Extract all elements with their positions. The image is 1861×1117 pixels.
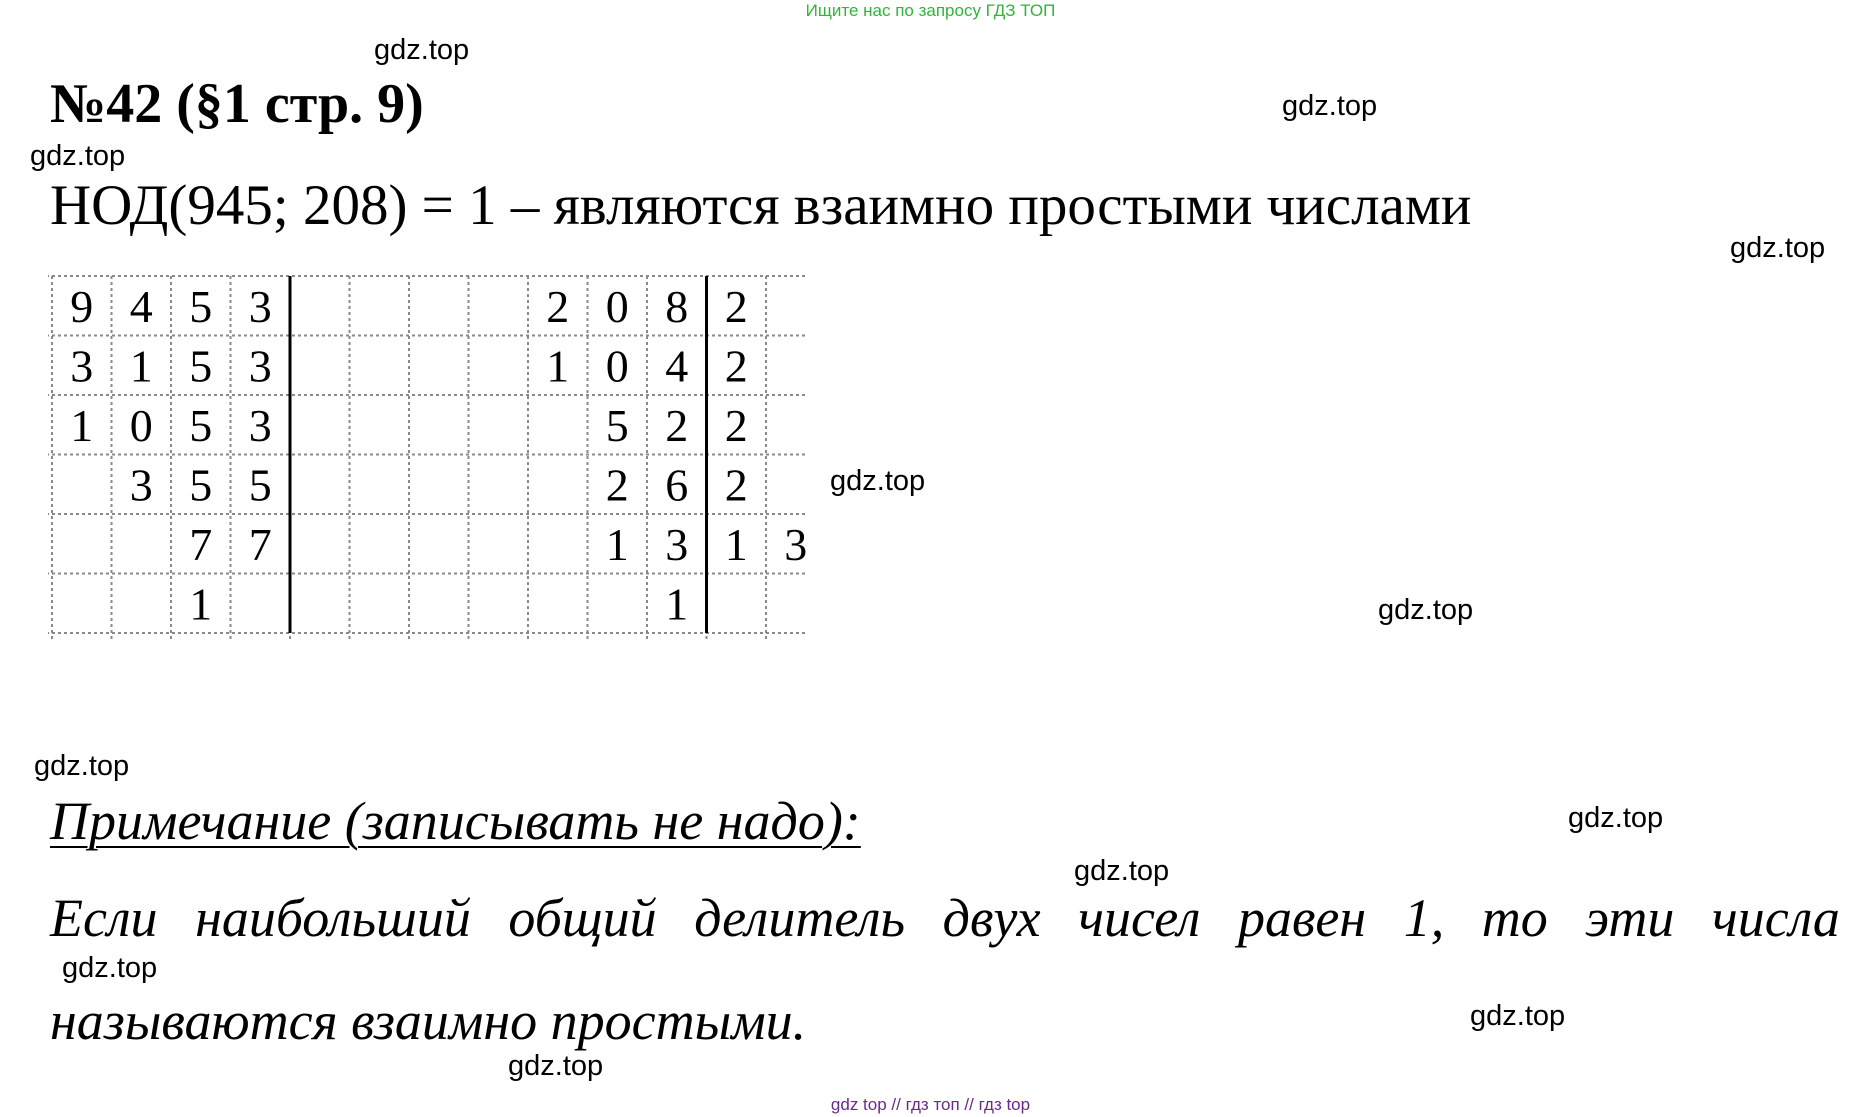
grid-digit: 9 [70, 280, 94, 332]
note-word: двух [942, 888, 1041, 948]
grid-digit: 3 [248, 340, 272, 392]
grid-digit: 0 [605, 280, 629, 332]
note-line-2: называются взаимно простыми. [50, 991, 807, 1051]
note-word: наибольший [195, 888, 471, 948]
watermark: gdz.top [1378, 594, 1474, 626]
grid-digit: 2 [724, 340, 748, 392]
grid-digit: 3 [665, 518, 689, 570]
watermark: gdz.top [30, 140, 126, 172]
grid-digit: 3 [248, 399, 272, 451]
note-word: эти [1585, 888, 1675, 948]
note-line-1 [50, 887, 1840, 949]
grid-digit: 2 [724, 459, 748, 511]
watermark: gdz.top [830, 465, 926, 497]
grid-digit: 1 [724, 518, 748, 570]
grid-digit: 0 [129, 399, 153, 451]
top-banner[interactable]: Ищите нас по запросу ГДЗ ТОП [805, 1, 1056, 20]
note-word: равен [1237, 888, 1367, 948]
grid-digit: 1 [129, 340, 153, 392]
grid-digit: 4 [665, 340, 689, 392]
watermark: gdz.top [62, 952, 158, 984]
note-word: делитель [694, 888, 906, 948]
grid-digit: 7 [248, 518, 272, 570]
grid-digit: 3 [248, 280, 272, 332]
note-word: числа [1712, 888, 1840, 948]
grid-digit: 2 [724, 399, 748, 451]
grid-digit: 2 [605, 459, 629, 511]
grid-digit: 1 [189, 578, 213, 630]
grid-digit: 5 [605, 399, 629, 451]
watermark: gdz.top [1568, 802, 1664, 834]
watermark: gdz.top [1074, 855, 1170, 887]
grid-digit: 5 [189, 280, 213, 332]
watermark: gdz.top [1470, 1000, 1566, 1032]
note-word: 1, [1403, 888, 1445, 948]
grid-digit: 0 [605, 340, 629, 392]
note-word: общий [508, 888, 657, 948]
watermark: gdz.top [374, 34, 470, 66]
grid-digit: 5 [189, 459, 213, 511]
grid-digit: 3 [129, 459, 153, 511]
grid-digit: 2 [724, 280, 748, 332]
grid-digit: 5 [189, 399, 213, 451]
grid-digit: 5 [189, 340, 213, 392]
note-word: Если [50, 888, 158, 948]
note-word: то [1481, 888, 1548, 948]
watermark: gdz.top [508, 1050, 604, 1082]
grid-digit: 2 [665, 399, 689, 451]
gcd-statement: НОД(945; 208) = 1 – являются взаимно простыми числами [50, 174, 1472, 237]
grid-digit: 1 [605, 518, 629, 570]
footer-links[interactable]: gdz top // гдз топ // гдз top [830, 1095, 1031, 1114]
grid-digit: 4 [129, 280, 153, 332]
grid-digit: 1 [665, 578, 689, 630]
grid-digit: 2 [546, 280, 570, 332]
page-title: №42 (§1 стр. 9) [50, 73, 424, 135]
watermark: gdz.top [1730, 232, 1826, 264]
watermark: gdz.top [1282, 90, 1378, 122]
grid-digit: 1 [546, 340, 570, 392]
grid-digit: 8 [665, 280, 689, 332]
note-word: чисел [1078, 888, 1201, 948]
grid-digit: 3 [70, 340, 94, 392]
grid-digit: 1 [70, 399, 94, 451]
grid-digit: 6 [665, 459, 689, 511]
grid-digit: 3 [784, 518, 808, 570]
grid-digit: 7 [189, 518, 213, 570]
watermark: gdz.top [34, 750, 130, 782]
factorization-grid [48, 272, 808, 652]
note-title: Примечание (записывать не надо): [50, 791, 861, 851]
grid-digit: 5 [248, 459, 272, 511]
